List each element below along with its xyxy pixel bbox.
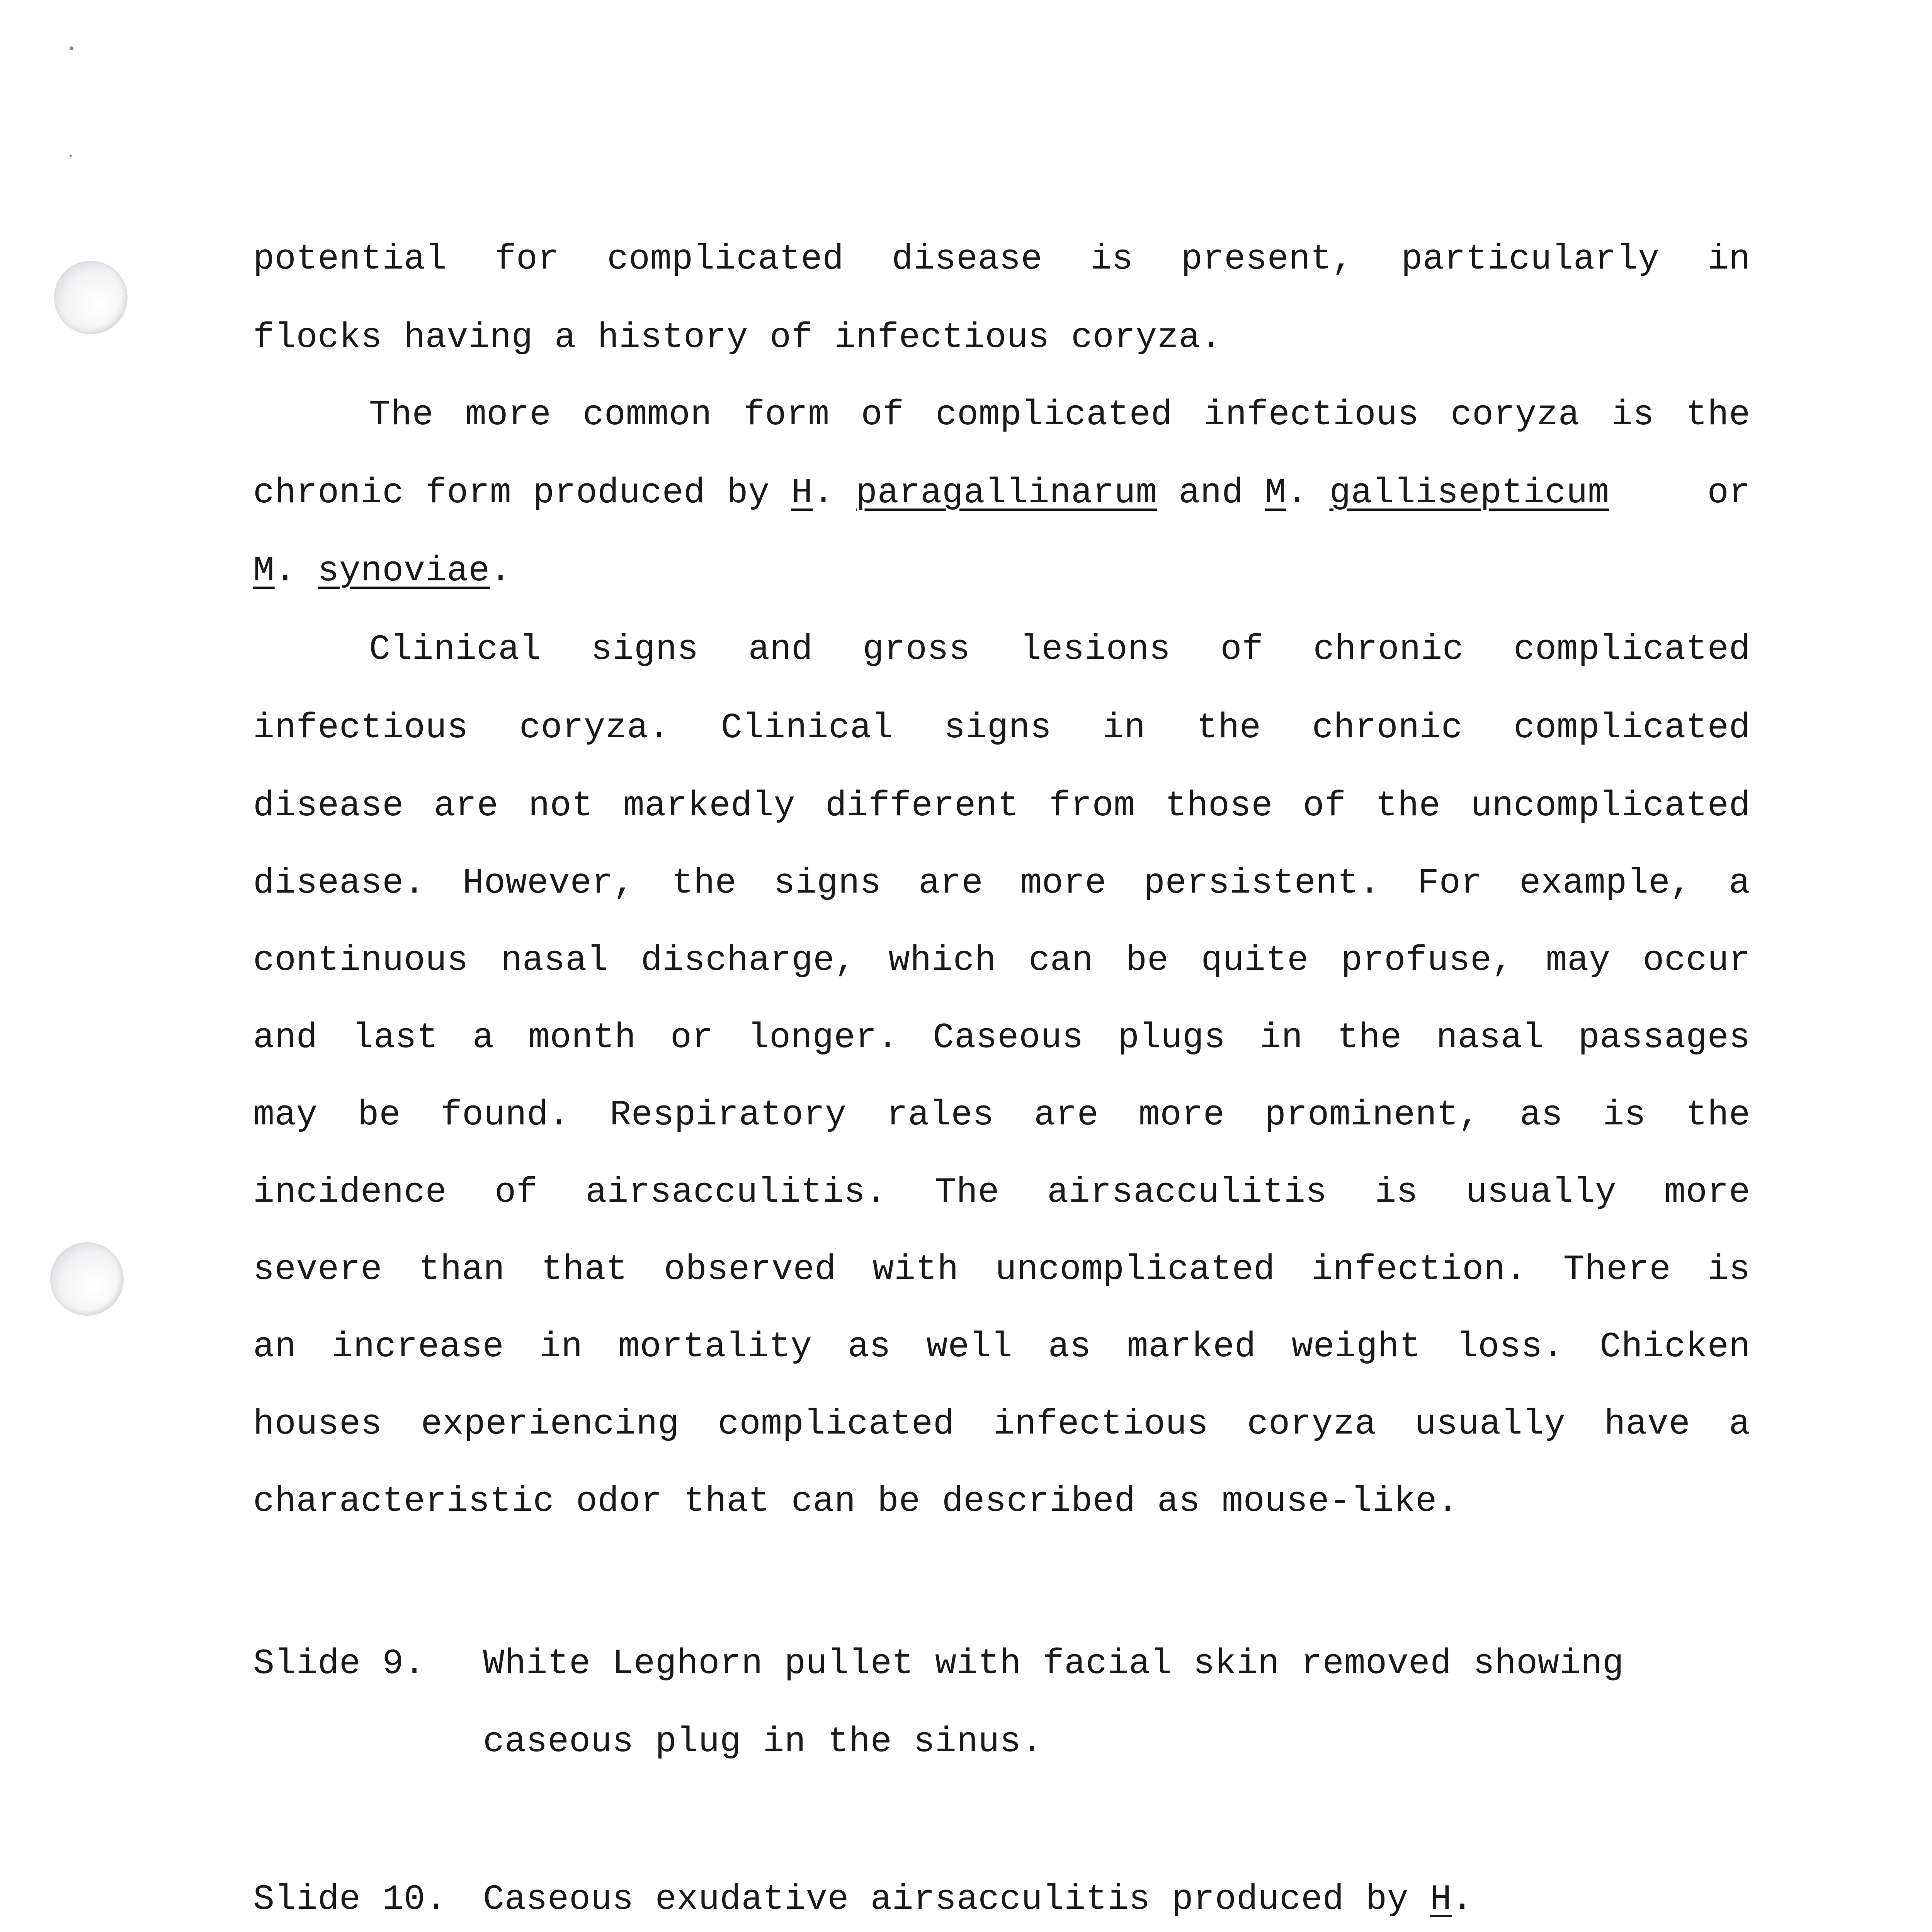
- paragraph-3-line-9: severe than that observed with uncomplicated infection. There is: [253, 1249, 1750, 1290]
- paragraph-3-line-10: an increase in mortality as well as marked weight loss. Chicken: [253, 1327, 1750, 1367]
- scan-speck: [70, 46, 73, 50]
- text-segment: chronic form produced by: [253, 473, 791, 513]
- scan-speck: [70, 155, 72, 157]
- text-segment: or: [1707, 473, 1750, 513]
- text-segment: Caseous exudative airsacculitis produced by: [483, 1879, 1430, 1920]
- species-paragallinarum: paragallinarum: [855, 473, 1157, 513]
- text-segment: .: [1451, 1879, 1473, 1920]
- paragraph-1-line-2: flocks having a history of infectious coryza.: [253, 317, 1222, 358]
- paragraph-3-line-1: Clinical signs and gross lesions of chronic complicated: [369, 629, 1750, 670]
- paragraph-3-line-11: houses experiencing complicated infectious coryza usually have a: [253, 1404, 1750, 1444]
- paragraph-3-line-8: incidence of airsacculitis. The airsacculitis is usually more: [253, 1172, 1750, 1213]
- punch-hole-top: [54, 261, 128, 334]
- paragraph-3-line-2: infectious coryza. Clinical signs in the chronic complicated: [253, 707, 1750, 748]
- genus-abbrev-h: H: [791, 473, 813, 513]
- slide-9-label: Slide 9.: [253, 1643, 425, 1684]
- punch-hole-middle: [50, 1242, 124, 1316]
- text-segment: and: [1157, 473, 1265, 513]
- genus-abbrev-m: M: [1265, 473, 1287, 513]
- text-segment: .: [490, 551, 512, 591]
- paragraph-2-line-3: [253, 553, 512, 589]
- paragraph-3-line-3: disease are not markedly different from those of the uncomplicated: [253, 786, 1750, 826]
- text-segment: .: [1286, 473, 1330, 513]
- slide-9-caption-line-1: White Leghorn pullet with facial skin removed showing: [483, 1643, 1624, 1684]
- paragraph-2-line-2: [253, 475, 1750, 511]
- slide-10-caption-line-1: [483, 1879, 1473, 1920]
- text-segment: .: [813, 473, 856, 513]
- genus-abbrev-m: M: [253, 551, 275, 591]
- slide-9-caption-line-2: caseous plug in the sinus.: [483, 1721, 1043, 1762]
- paragraph-3-line-6: and last a month or longer. Caseous plugs in the nasal passages: [253, 1017, 1750, 1058]
- paragraph-3-line-7: may be found. Respiratory rales are more prominent, as is the: [253, 1095, 1750, 1135]
- paragraph-2-line-1: The more common form of complicated infectious coryza is the: [369, 395, 1750, 435]
- paragraph-1-line-1: potential for complicated disease is present, particularly in: [253, 239, 1750, 279]
- genus-abbrev-h: H: [1430, 1879, 1452, 1920]
- paragraph-2-line-2-text: [253, 475, 1609, 511]
- slide-10-label: Slide 10.: [253, 1879, 447, 1920]
- paragraph-3-line-4: disease. However, the signs are more persistent. For example, a: [253, 863, 1750, 903]
- paragraph-3-line-5: continuous nasal discharge, which can be quite profuse, may occur: [253, 940, 1750, 981]
- paragraph-3-line-12: characteristic odor that can be described as mouse-like.: [253, 1481, 1459, 1522]
- species-synoviae: synoviae: [318, 551, 490, 591]
- text-segment: .: [274, 551, 318, 591]
- species-gallisepticum: gallisepticum: [1329, 473, 1609, 513]
